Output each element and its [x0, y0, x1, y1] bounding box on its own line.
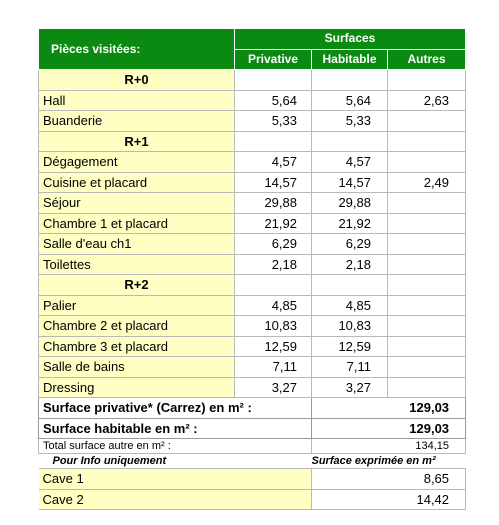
surface-table-container — [38, 28, 465, 510]
table-row — [39, 193, 466, 214]
table-row — [39, 111, 466, 132]
habitable-column-header: Habitable — [312, 49, 388, 70]
cave-value: 14,42 — [312, 489, 466, 510]
room-name: Chambre 3 et placard — [39, 336, 235, 357]
habitable-value: 4,85 — [312, 295, 388, 316]
privative-total-value: 129,03 — [312, 398, 466, 419]
table-row — [39, 172, 466, 193]
habitable-value: 5,33 — [312, 111, 388, 132]
room-name: Cuisine et placard — [39, 172, 235, 193]
cave-name: Cave 2 — [39, 489, 312, 510]
table-row — [39, 316, 466, 337]
habitable-value: 6,29 — [312, 234, 388, 255]
table-row — [39, 469, 466, 490]
habitable-value: 10,83 — [312, 316, 388, 337]
table-row — [39, 213, 466, 234]
habitable-total-label: Surface habitable en m² : — [39, 418, 312, 439]
autres-value — [388, 336, 466, 357]
privative-value: 4,85 — [235, 295, 312, 316]
cave-name: Cave 1 — [39, 469, 312, 490]
autre-total-label: Total surface autre en m² : — [39, 439, 312, 454]
privative-value: 29,88 — [235, 193, 312, 214]
room-name: Dégagement — [39, 152, 235, 173]
room-name: Dressing — [39, 377, 235, 398]
habitable-value: 12,59 — [312, 336, 388, 357]
level-label: R+0 — [39, 70, 235, 91]
privative-value: 6,29 — [235, 234, 312, 255]
surface-table — [38, 28, 466, 510]
table-row — [39, 336, 466, 357]
autres-value — [388, 152, 466, 173]
surfaces-header: Surfaces — [235, 29, 466, 50]
table-row — [39, 357, 466, 378]
room-name: Hall — [39, 90, 235, 111]
autres-value — [388, 234, 466, 255]
privative-value: 14,57 — [235, 172, 312, 193]
table-row — [39, 254, 466, 275]
privative-column-header: Privative — [235, 49, 312, 70]
rooms-header: Pièces visitées: — [39, 29, 235, 70]
table-row — [39, 295, 466, 316]
autres-value — [388, 254, 466, 275]
info-row — [39, 454, 466, 469]
room-name: Buanderie — [39, 111, 235, 132]
room-name: Chambre 1 et placard — [39, 213, 235, 234]
autres-value — [388, 111, 466, 132]
table-row — [39, 152, 466, 173]
privative-value: 12,59 — [235, 336, 312, 357]
autres-value — [388, 213, 466, 234]
level-label: R+1 — [39, 131, 235, 152]
habitable-total-value: 129,03 — [312, 418, 466, 439]
room-name: Séjour — [39, 193, 235, 214]
info-label: Pour Info uniquement — [52, 455, 167, 467]
autres-value — [388, 377, 466, 398]
room-name: Salle de bains — [39, 357, 235, 378]
habitable-value: 3,27 — [312, 377, 388, 398]
room-name: Salle d'eau ch1 — [39, 234, 235, 255]
privative-value: 7,11 — [235, 357, 312, 378]
privative-total-label: Surface privative* (Carrez) en m² : — [39, 398, 312, 419]
habitable-value: 2,18 — [312, 254, 388, 275]
autres-column-header: Autres — [388, 49, 466, 70]
privative-value: 5,33 — [235, 111, 312, 132]
info-unit-note: Surface exprimée en m² — [311, 455, 436, 467]
room-name: Palier — [39, 295, 235, 316]
privative-value: 2,18 — [235, 254, 312, 275]
autres-value: 2,63 — [388, 90, 466, 111]
autres-value — [388, 357, 466, 378]
cave-value: 8,65 — [312, 469, 466, 490]
privative-value: 10,83 — [235, 316, 312, 337]
autres-value: 2,49 — [388, 172, 466, 193]
privative-value: 3,27 — [235, 377, 312, 398]
habitable-value: 5,64 — [312, 90, 388, 111]
habitable-value: 7,11 — [312, 357, 388, 378]
privative-value: 21,92 — [235, 213, 312, 234]
autre-total-row — [39, 439, 466, 454]
habitable-value: 14,57 — [312, 172, 388, 193]
habitable-value: 21,92 — [312, 213, 388, 234]
autres-value — [388, 193, 466, 214]
privative-value: 5,64 — [235, 90, 312, 111]
habitable-value: 29,88 — [312, 193, 388, 214]
room-name: Chambre 2 et placard — [39, 316, 235, 337]
table-row — [39, 377, 466, 398]
level-label: R+2 — [39, 275, 235, 296]
autres-value — [388, 295, 466, 316]
autres-value — [388, 316, 466, 337]
habitable-total-row — [39, 418, 466, 439]
table-row — [39, 234, 466, 255]
table-row — [39, 489, 466, 510]
privative-value: 4,57 — [235, 152, 312, 173]
habitable-value: 4,57 — [312, 152, 388, 173]
privative-total-row — [39, 398, 466, 419]
table-row — [39, 90, 466, 111]
room-name: Toilettes — [39, 254, 235, 275]
autre-total-value: 134,15 — [312, 439, 466, 454]
